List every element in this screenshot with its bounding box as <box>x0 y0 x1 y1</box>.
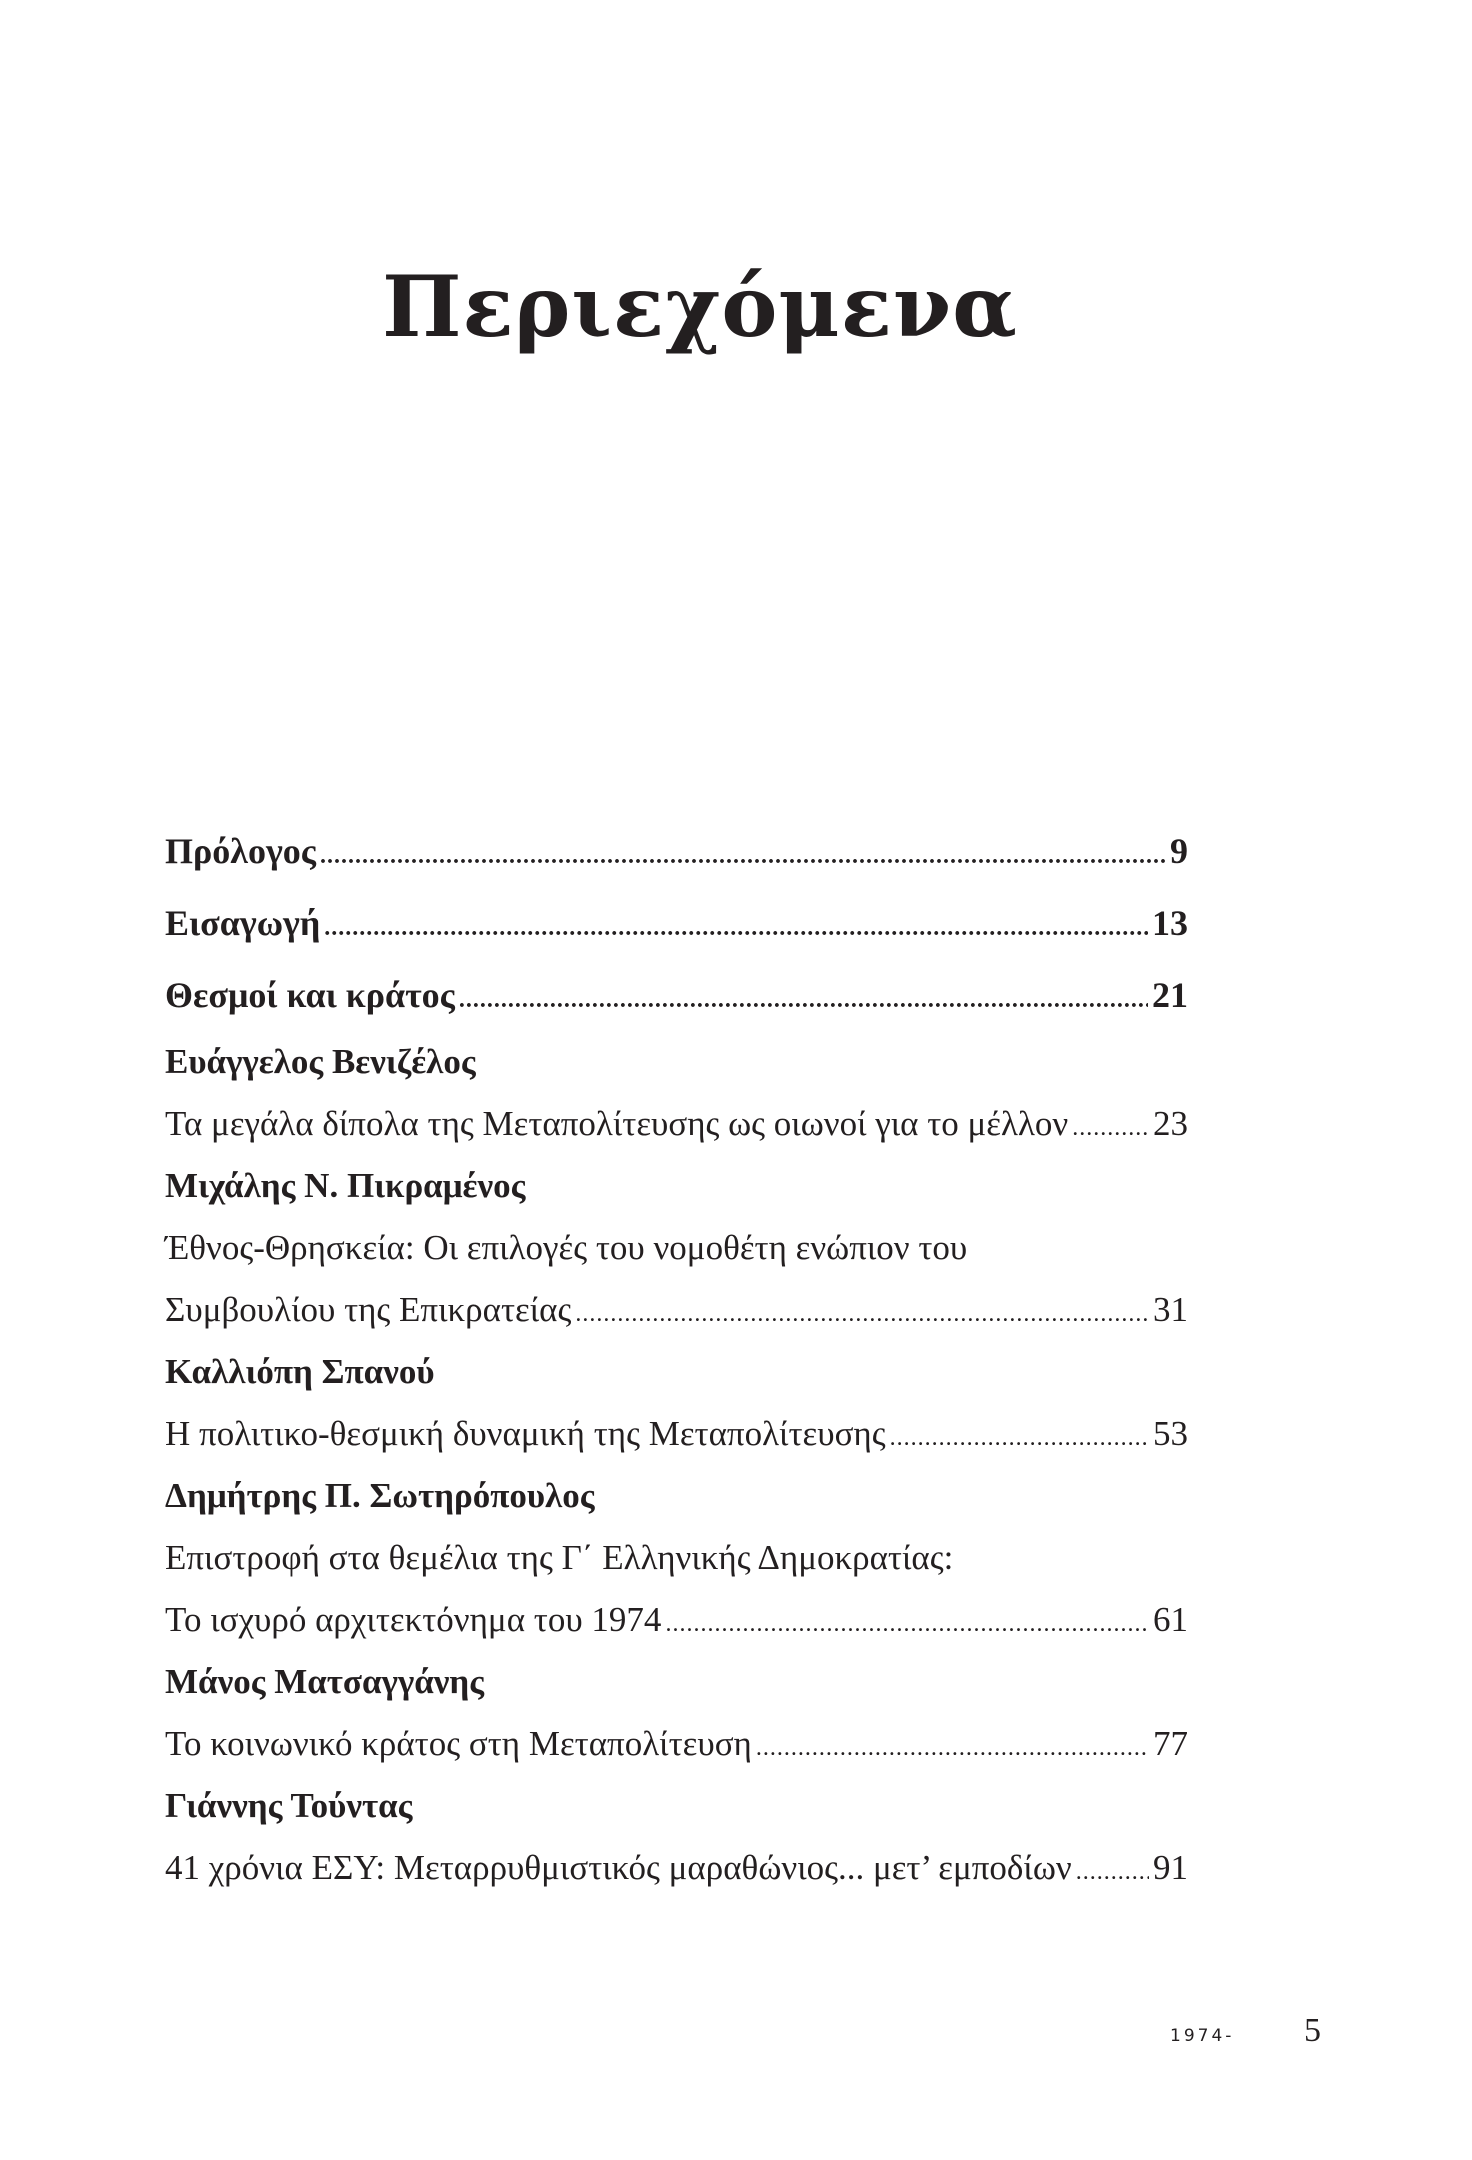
toc-chapter-title-row <box>165 1279 1188 1341</box>
dot-leader <box>756 1713 1149 1779</box>
toc-entry-introduction[interactable] <box>165 887 1188 959</box>
toc-chapter-author: Καλλιόπη Σπανού <box>165 1352 435 1391</box>
toc-chapter-entry[interactable] <box>165 1651 1188 1775</box>
toc-chapter-author: Γιάννης Τούντας <box>165 1786 413 1825</box>
toc-chapter-page: 91 <box>1153 1848 1188 1887</box>
toc-chapter-author: Μάνος Ματσαγγάνης <box>165 1662 485 1701</box>
toc-chapter-title: Συμβουλίου της Επικρατείας <box>165 1290 572 1329</box>
dot-leader <box>324 887 1148 964</box>
dot-leader <box>1072 1093 1149 1159</box>
toc-chapter-entry[interactable] <box>165 1031 1188 1155</box>
toc-chapter-title-row <box>165 1589 1188 1651</box>
toc-chapter-title: Το ισχυρό αρχιτεκτόνημα του 1974 <box>165 1600 662 1639</box>
toc-entry-title: Πρόλογος <box>165 831 316 871</box>
toc-chapter-author: Ευάγγελος Βενιζέλος <box>165 1042 476 1081</box>
toc-chapter-list <box>165 1031 1188 1899</box>
dot-leader <box>459 959 1148 1036</box>
toc-chapter-title: Το κοινωνικό κράτος στη Μεταπολίτευση <box>165 1724 752 1763</box>
dot-leader <box>575 1279 1149 1345</box>
page-title: Περιεχόμενα <box>382 257 1018 356</box>
toc-chapter-title-line: Επιστροφή στα θεμέλια της Γ΄ Ελληνικής Δημοκρατίας: <box>165 1538 954 1577</box>
toc-chapter-entry[interactable] <box>165 1341 1188 1465</box>
toc-chapter-entry[interactable] <box>165 1775 1188 1899</box>
toc-entry-page: 21 <box>1152 975 1188 1015</box>
toc-chapter-entry[interactable] <box>165 1465 1188 1651</box>
toc-chapter-author: Μιχάλης Ν. Πικραμένος <box>165 1166 526 1205</box>
toc-chapter-entry[interactable] <box>165 1155 1188 1341</box>
toc-chapter-page: 61 <box>1153 1600 1188 1639</box>
dot-leader <box>1076 1837 1149 1903</box>
toc-entry-prologue[interactable] <box>165 815 1188 887</box>
toc-chapter-title-row <box>165 1837 1188 1899</box>
toc-chapter-page: 23 <box>1153 1104 1188 1143</box>
dot-leader <box>890 1403 1149 1469</box>
toc-entry-title: Θεσμοί και κράτος <box>165 975 455 1015</box>
toc-chapter-title-row <box>165 1093 1188 1155</box>
toc-chapter-title: 41 χρόνια ΕΣΥ: Μεταρρυθμιστικός μαραθώνιος... μετ’ εμποδίων <box>165 1848 1072 1887</box>
toc-chapter-title-row <box>165 1403 1188 1465</box>
page-number: 5 <box>1304 2012 1321 2049</box>
dot-leader <box>320 815 1166 892</box>
toc-chapter-title: Η πολιτικο-θεσμική δυναμική της Μεταπολίτευσης <box>165 1414 886 1453</box>
table-of-contents <box>165 815 1188 1899</box>
toc-chapter-page: 31 <box>1153 1290 1188 1329</box>
toc-entry-page: 13 <box>1152 903 1188 943</box>
toc-chapter-title-row <box>165 1713 1188 1775</box>
toc-entry-page: 9 <box>1170 831 1188 871</box>
toc-chapter-author: Δημήτρης Π. Σωτηρόπουλος <box>165 1476 595 1515</box>
dot-leader <box>665 1589 1149 1655</box>
toc-section-heading[interactable] <box>165 959 1188 1031</box>
toc-chapter-title: Τα μεγάλα δίπολα της Μεταπολίτευσης ως οιωνοί για το μέλλον <box>165 1104 1069 1143</box>
toc-chapter-title-line: Έθνος-Θρησκεία: Οι επιλογές του νομοθέτη ενώπιον του <box>165 1228 968 1267</box>
toc-chapter-page: 53 <box>1153 1414 1188 1453</box>
running-footer-label: 1974- <box>1170 2026 1235 2046</box>
toc-entry-title: Εισαγωγή <box>165 903 321 943</box>
toc-chapter-page: 77 <box>1153 1724 1188 1763</box>
